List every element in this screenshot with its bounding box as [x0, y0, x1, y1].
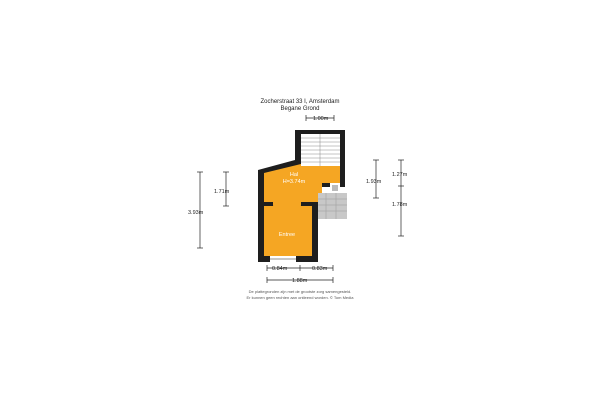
dimension-top-label: 1.00m — [313, 116, 329, 122]
dimension-left-total: 3.93m — [188, 210, 204, 216]
staircase — [301, 134, 340, 166]
door-hal-entree — [273, 202, 301, 206]
room-hal-label: Hal — [289, 172, 299, 178]
dimension-bottom-right: 0.83m — [312, 266, 328, 272]
dimension-right-mid: 1.93m — [366, 179, 382, 185]
plan-address: Zocherstraat 33 I, Amsterdam — [260, 99, 340, 105]
dimension-left-inner: 1.71m — [214, 189, 230, 195]
dimension-bottom-left: 0.84m — [272, 266, 288, 272]
dimension-bottom-total: 1.88m — [292, 278, 308, 284]
room-hal-height: H=3.74m — [282, 179, 306, 185]
disclaimer-line-2: Er kunnen geen rechten aan ontleend worden. © Tom Media — [246, 295, 354, 300]
room-entree-label: Entree — [278, 232, 296, 238]
disclaimer-line-1: De plattegronden zijn met de grootste zorg samengesteld. — [248, 289, 352, 294]
dimension-right-bottom: 1.78m — [392, 202, 408, 208]
dimension-right-top: 1.27m — [392, 172, 408, 178]
room-entree — [264, 206, 312, 256]
plan-floor-name: Begane Grond — [280, 106, 320, 112]
stairs-down — [318, 193, 347, 219]
